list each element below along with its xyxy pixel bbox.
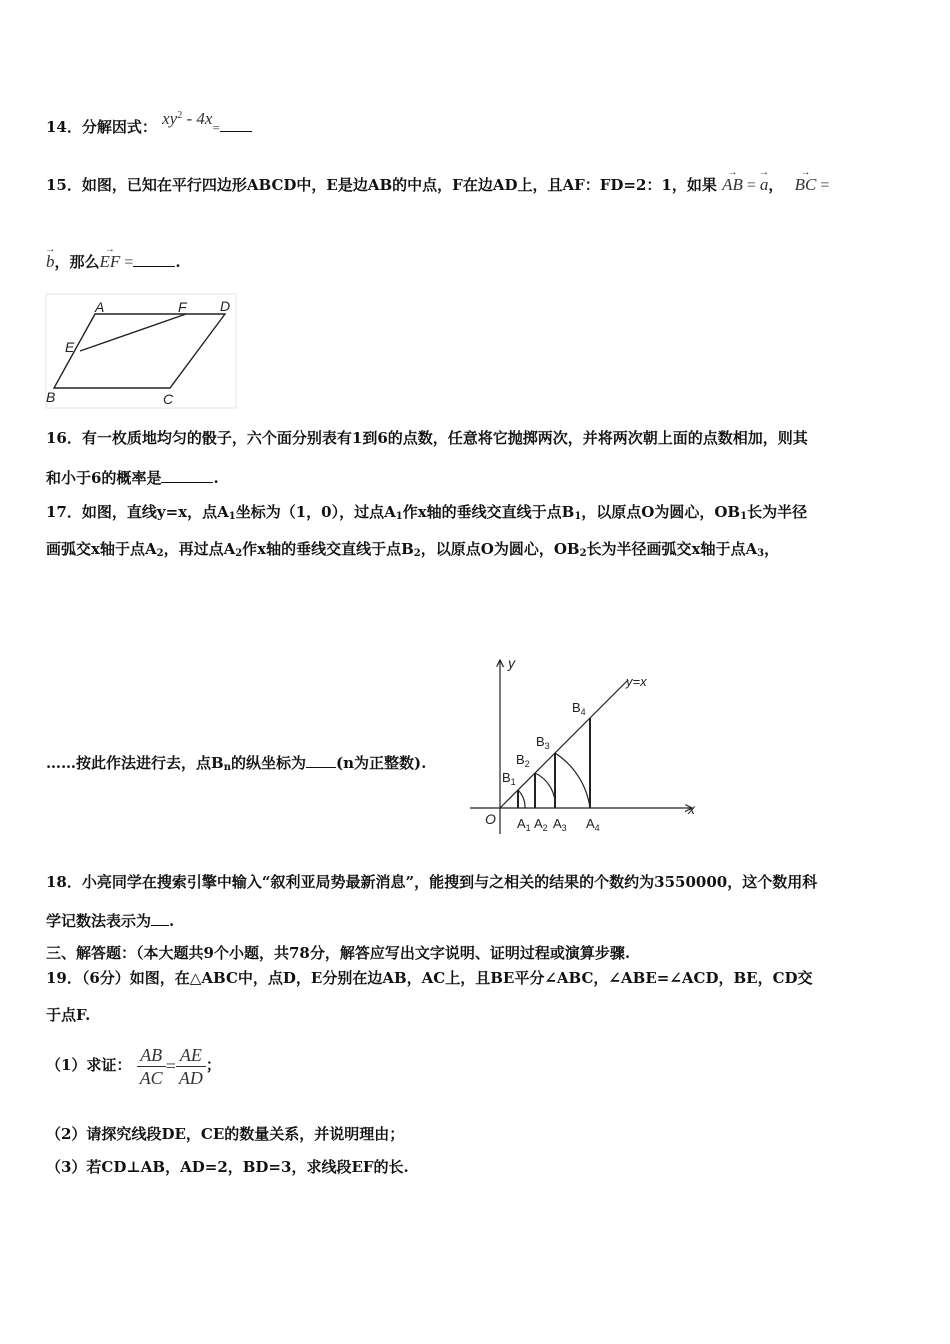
question-18-line-2 (46, 909, 174, 931)
q16-answer-blank[interactable] (161, 466, 213, 483)
fraction-ab-ac: $\frac{AB}{AC}$ (137, 1044, 166, 1089)
q15-vector-bc: → BC (795, 175, 817, 195)
q14-number: 14． (46, 118, 82, 136)
q16-text: 和小于6的概率是 (46, 469, 162, 487)
x-axis-label: x (688, 801, 695, 817)
a3-label: $A_3$ (553, 816, 567, 833)
question-16-line-2 (46, 466, 219, 488)
y-axis-label: y (508, 655, 515, 671)
q19-part1-end: ； (205, 1056, 221, 1074)
line-label: y=x (626, 674, 647, 689)
origin-label: O (485, 811, 496, 827)
a2-label: $A_2$ (534, 816, 548, 833)
label-e: E (65, 339, 75, 355)
q15-answer-blank[interactable] (133, 250, 175, 267)
label-a: A (95, 299, 105, 315)
q15-end: . (175, 253, 181, 271)
q19-part1-label: （1）求证： (46, 1056, 132, 1074)
q18-end: . (169, 912, 175, 930)
q15-text: 15．如图，已知在平行四边形ABCD中，E是边AB的中点，F在边AD上，且AF：FD=2：1，如果 (46, 176, 717, 194)
label-f: F (178, 299, 187, 315)
question-19-line-1: 19．（6分）如图，在△ABC中，点D，E分别在边AB，AC上，且BE平分∠ABC，∠ABE=∠ACD，BE，CD交 (46, 969, 813, 987)
q18-text: 学记数法表示为 (46, 912, 152, 930)
b2-label: $B_2$ (516, 752, 530, 769)
q14-text: 分解因式： (81, 118, 157, 136)
question-19-part-3: （3）若CD⊥AB，AD=2，BD=3，求线段EF的长. (46, 1158, 409, 1176)
question-16-line-1: 16．有一枚质地均匀的骰子，六个面分别表有1到6的点数，任意将它抛掷两次，并将两次朝上面的点数相加，则其 (46, 429, 808, 447)
label-d: D (220, 298, 231, 314)
question-15-line-1 (46, 175, 829, 196)
q15-then: ，那么 (54, 253, 100, 271)
q15-eq2: = (816, 177, 830, 194)
parallelogram-figure (40, 292, 240, 410)
section-3-heading: 三、解答题：（本大题共9个小题，共78分，解答应写出文字说明、证明过程或演算步骤. (46, 944, 631, 962)
question-19-part-1 (46, 1040, 221, 1091)
question-19-line-2: 于点F. (46, 1006, 91, 1024)
q15-eq1: = (742, 177, 760, 194)
q15-vector-ef: → EF (100, 252, 121, 272)
question-17-line-3: ……按此作法进行去，点$B_n$的纵坐标为 (n为正整数). (46, 751, 426, 778)
q16-end: . (213, 469, 219, 487)
question-14 (46, 109, 252, 138)
q14-expression: $xy^2 - 4x$ (162, 109, 213, 128)
q17-answer-blank[interactable] (306, 751, 336, 768)
label-b: B (46, 389, 56, 405)
q15-eq3: = (120, 254, 134, 271)
question-17-line-2: 画弧交x轴于点$A_2$，再过点$A_2$作x轴的垂线交直线于点$B_2$，以原点O为圆心，$OB_2$长为半径画弧交x轴于点$A_3$， (46, 540, 780, 559)
q15-comma: ， (768, 176, 784, 194)
question-19-part-2: （2）请探究线段DE，CE的数量关系，并说明理由； (46, 1125, 405, 1143)
coordinate-figure (470, 652, 710, 842)
b1-label: $B_1$ (502, 770, 516, 787)
q14-answer-blank[interactable] (220, 115, 252, 132)
q14-equals: = (212, 120, 220, 135)
question-15-line-2 (46, 250, 181, 273)
q15-vector-a: → a (760, 175, 769, 195)
a1-label: $A_1$ (517, 816, 531, 833)
q15-vector-ab: → AB (722, 175, 743, 195)
b3-label: $B_3$ (536, 734, 550, 751)
a4-label: $A_4$ (586, 816, 600, 833)
q15-vector-b: → b (46, 252, 55, 272)
label-c: C (163, 391, 174, 407)
question-18-line-1: 18．小亮同学在搜索引擎中输入“叙利亚局势最新消息”，能搜到与之相关的结果的个数约为3550000，这个数用科 (46, 873, 818, 891)
fraction-ae-ad: $\frac{AE}{AD}$ (176, 1044, 206, 1089)
q18-answer-blank[interactable] (151, 909, 169, 926)
b4-label: $B_4$ (572, 700, 586, 717)
question-17-line-1: 17．如图，直线y=x，点$A_1$坐标为（1，0），过点$A_1$作x轴的垂线交直线于点$B_1$，以原点O为圆心，$OB_1$长为半径 (46, 503, 808, 522)
fraction-equals: = (165, 1056, 176, 1076)
